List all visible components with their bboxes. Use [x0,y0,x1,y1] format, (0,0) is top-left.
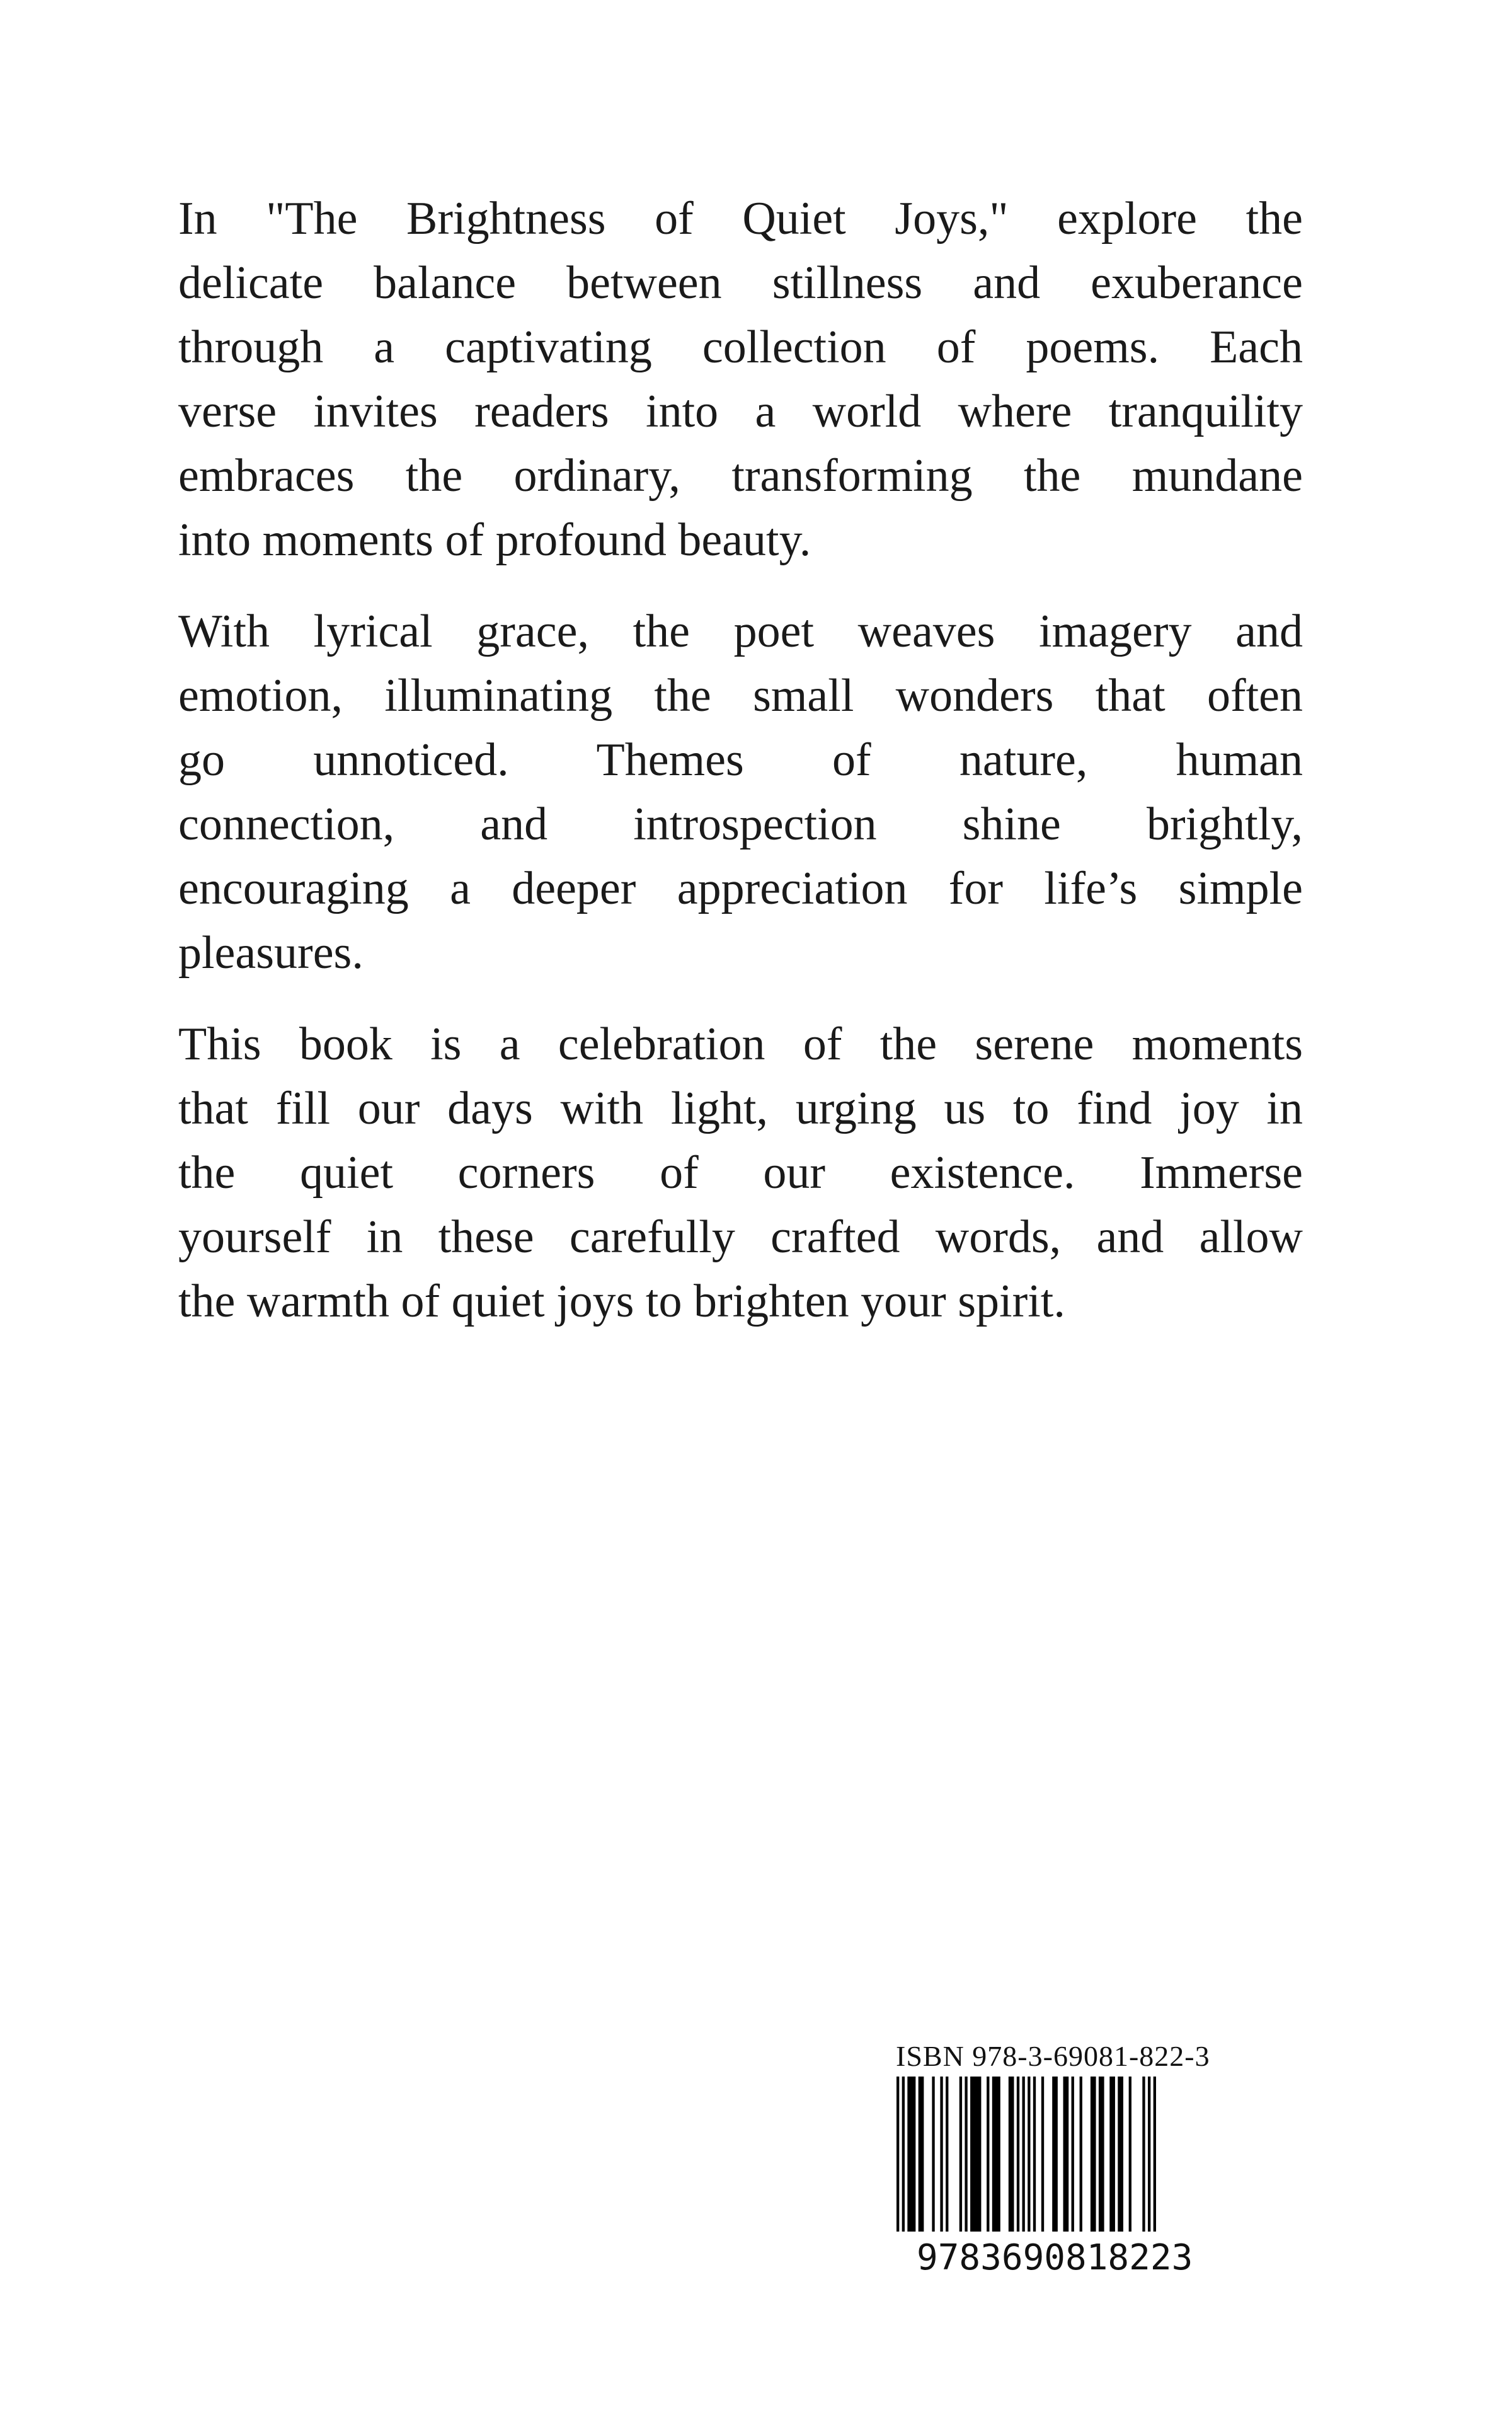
blurb-line: into moments of profound beauty. [178,514,811,566]
blurb-line: that fill our days with light, urging us to find joy in [178,1083,1303,1134]
blurb-line: verse invites readers into a world where tranquility [178,386,1303,437]
barcode-bar [1041,2077,1044,2232]
barcode-bar [1063,2077,1069,2232]
blurb-line: through a captivating collection of poems. Each [178,321,1303,373]
barcode-bar [1028,2077,1030,2232]
blurb-line: delicate balance between stillness and exuberance [178,257,1303,309]
barcode-bar [1109,2077,1115,2232]
blurb-paragraph [178,599,1303,985]
barcode-bar [992,2077,1000,2232]
barcode-bar [1154,2077,1156,2232]
blurb-line: yourself in these carefully crafted words, and allow [178,1211,1303,1263]
barcode-bar [907,2077,915,2232]
barcode-bar [940,2077,942,2232]
isbn-label: ISBN 978-3-69081-822-3 [896,2040,1210,2072]
ean-digits: 9783690818223 [917,2237,1193,2278]
blurb-paragraph [178,1012,1303,1334]
blurb-line: With lyrical grace, the poet weaves imagery and [178,606,1303,657]
barcode-bar [1072,2077,1074,2232]
barcode-bar [1091,2077,1096,2232]
barcode-bar [1033,2077,1036,2232]
back-cover-blurb [178,187,1303,1361]
blurb-line: pleasures. [178,927,364,979]
barcode-bar [919,2077,924,2232]
barcode-bar [932,2077,934,2232]
blurb-paragraph [178,187,1303,572]
barcode-bar [946,2077,948,2232]
barcode-bar [1129,2077,1131,2232]
barcode-bar [1017,2077,1019,2232]
barcode-bar [902,2077,905,2232]
blurb-line: connection, and introspection shine brightly, [178,798,1303,850]
barcode-bar [1142,2077,1145,2232]
barcode-bar [1022,2077,1024,2232]
blurb-line: embraces the ordinary, transforming the mundane [178,450,1303,502]
blurb-line: In "The Brightness of Quiet Joys," explore the [178,193,1303,245]
blurb-line: emotion, illuminating the small wonders that often [178,670,1303,722]
barcode-bar [1099,2077,1104,2232]
barcode-bar [1148,2077,1150,2232]
blurb-line: go unnoticed. Themes of nature, human [178,734,1303,786]
ean-barcode [896,2077,1156,2232]
barcode-bar [987,2077,989,2232]
barcode-bar [970,2077,981,2232]
blurb-line: encouraging a deeper appreciation for life’s simple [178,863,1303,914]
barcode-bar [1080,2077,1082,2232]
barcode-bar [1052,2077,1058,2232]
barcode-bar [1118,2077,1123,2232]
barcode-bar [896,2077,899,2232]
blurb-line: This book is a celebration of the serene moments [178,1018,1303,1070]
blurb-line: the quiet corners of our existence. Immerse [178,1147,1303,1199]
barcode-bar [959,2077,962,2232]
barcode-bar [965,2077,967,2232]
barcode-bar [1009,2077,1014,2232]
blurb-line: the warmth of quiet joys to brighten your spirit. [178,1276,1065,1327]
